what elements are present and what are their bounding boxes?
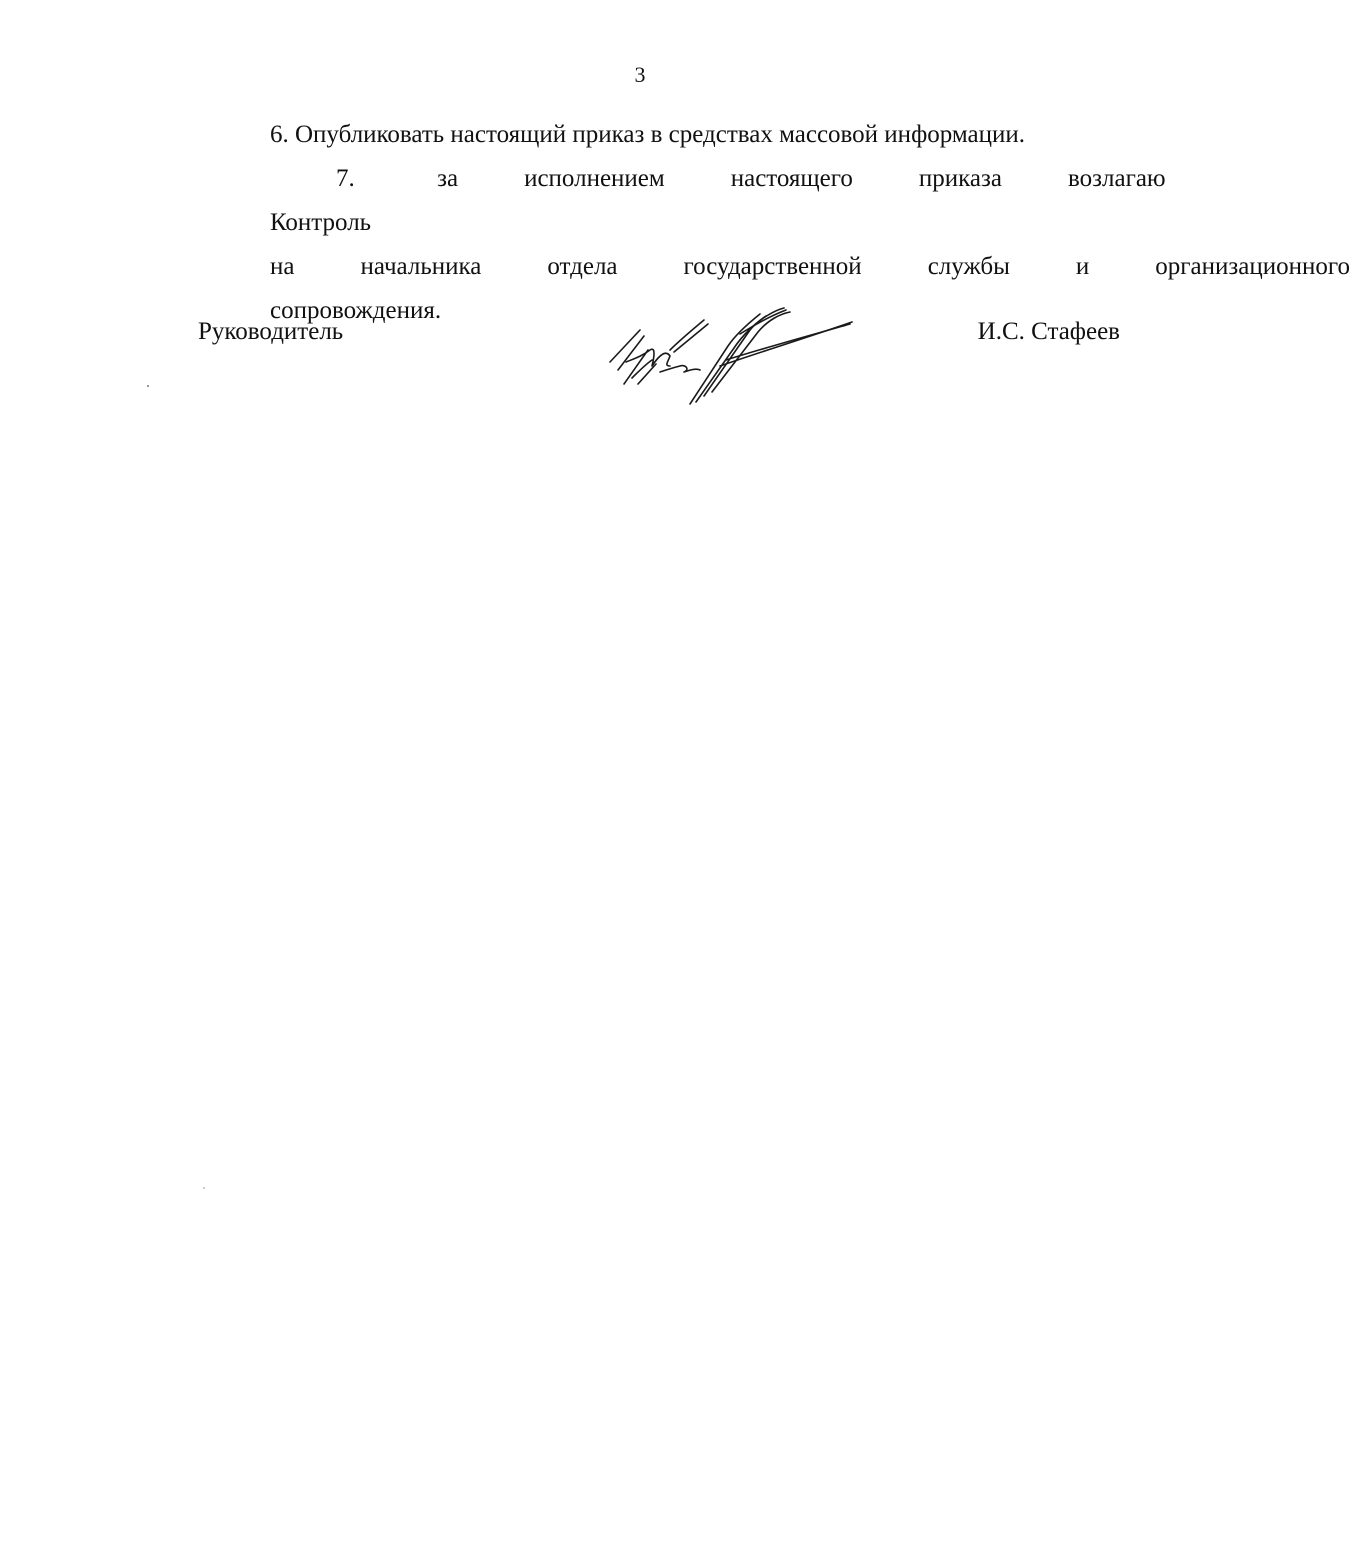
word: приказа (918, 165, 1002, 192)
word: государственной (683, 253, 862, 280)
word: организационного (1155, 253, 1350, 280)
word: возлагаю (1068, 165, 1166, 192)
page-number: 3 (634, 62, 646, 87)
paragraph-6: 6. Опубликовать настоящий приказ в средствах массовой информации. (270, 121, 1026, 148)
signature-block (198, 318, 1120, 428)
paragraph-7-line-1 (204, 157, 1166, 245)
word: исполнением (524, 165, 665, 192)
position-title: Руководитель (198, 318, 344, 345)
paragraph-7-line-2 (204, 245, 1350, 289)
signer-name: И.С. Стафеев (977, 318, 1120, 345)
word: настоящего (730, 165, 853, 192)
handwritten-signature (600, 300, 860, 410)
word: начальника (360, 253, 482, 280)
paragraph-7-line-3: сопровождения. (270, 297, 442, 324)
word: на (270, 253, 295, 280)
word: службы (927, 253, 1010, 280)
word: и (1075, 253, 1090, 280)
scan-speck (147, 385, 149, 387)
word: отдела (547, 253, 618, 280)
word: 7. Контроль (270, 165, 372, 236)
scan-speck (203, 1187, 205, 1189)
word: за (437, 165, 459, 192)
